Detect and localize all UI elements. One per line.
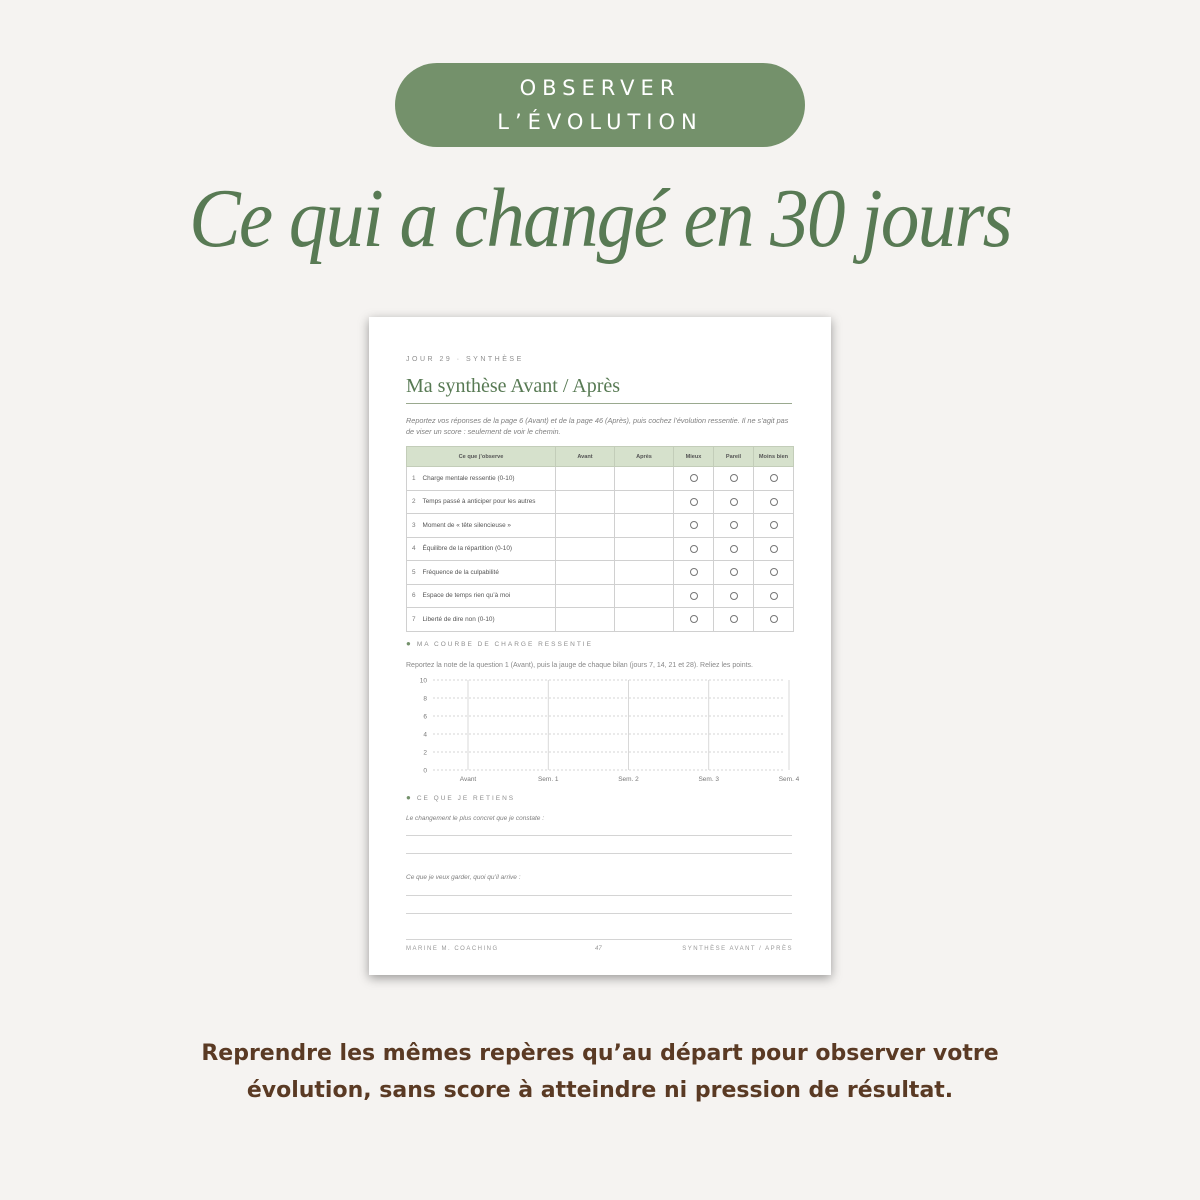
row-label: Fréquence de la culpabilité (421, 561, 556, 585)
table-row (407, 584, 794, 608)
pareil-radio[interactable] (730, 615, 738, 623)
row-label: Espace de temps rien qu’à moi (421, 584, 556, 608)
apres-cell[interactable] (615, 537, 674, 561)
mieux-radio[interactable] (690, 474, 698, 482)
prompt-keep: Ce que je veux garder, quoi qu’il arrive : (406, 874, 521, 881)
header-observe: Ce que j’observe (407, 447, 556, 467)
row-number: 7 (407, 608, 421, 632)
header-apres: Après (615, 447, 674, 467)
mieux-radio[interactable] (690, 545, 698, 553)
row-number: 5 (407, 561, 421, 585)
x-tick-label: Sem. 2 (618, 776, 639, 783)
moins-bien-radio[interactable] (770, 568, 778, 576)
table-row (407, 537, 794, 561)
prompt-concrete-change: Le changement le plus concret que je constate : (406, 815, 545, 822)
apres-cell[interactable] (615, 608, 674, 632)
moins-bien-radio[interactable] (770, 615, 778, 623)
avant-cell[interactable] (556, 561, 615, 585)
avant-cell[interactable] (556, 490, 615, 514)
intro-text: Reportez vos réponses de la page 6 (Avant) et de la page 46 (Après), puis cochez l’évolution ressentie. Il ne s’agit pas de viser un score : seulement de voir le chemin. (406, 416, 789, 436)
x-tick-label: Sem. 1 (537, 776, 559, 783)
pareil-radio[interactable] (730, 592, 738, 600)
mieux-radio[interactable] (690, 568, 698, 576)
moins-bien-radio[interactable] (770, 521, 778, 529)
y-tick-label: 2 (423, 749, 427, 757)
table-row (407, 490, 794, 514)
apres-cell[interactable] (615, 514, 674, 538)
pareil-radio[interactable] (730, 521, 738, 529)
avant-cell[interactable] (556, 467, 615, 491)
avant-cell[interactable] (556, 514, 615, 538)
pareil-radio[interactable] (730, 545, 738, 553)
header-mieux: Mieux (674, 447, 714, 467)
caption (0, 1035, 1200, 1109)
writing-line[interactable] (406, 853, 792, 854)
page-eyebrow: JOUR 29 · SYNTHÈSE (406, 356, 524, 363)
pareil-radio[interactable] (730, 474, 738, 482)
worksheet-page (369, 317, 831, 975)
writing-line[interactable] (406, 895, 792, 896)
header-avant: Avant (556, 447, 615, 467)
x-tick-label: Avant (459, 776, 477, 783)
bullet-icon: ● (406, 639, 413, 648)
footer-rule (406, 939, 792, 940)
y-tick-label: 6 (423, 713, 427, 721)
comparison-table (406, 446, 794, 632)
table-row (407, 561, 794, 585)
x-tick-label: Sem. 4 (778, 776, 800, 783)
row-label: Moment de « tête silencieuse » (421, 514, 556, 538)
moins-bien-radio[interactable] (770, 474, 778, 482)
caption-line-2: évolution, sans score à atteindre ni pression de résultat. (246, 1078, 954, 1103)
apres-cell[interactable] (615, 490, 674, 514)
row-number: 6 (407, 584, 421, 608)
y-tick-label: 4 (423, 731, 427, 739)
row-number: 2 (407, 490, 421, 514)
y-tick-label: 0 (423, 767, 427, 775)
row-label: Charge mentale ressentie (0-10) (421, 467, 556, 491)
header-moins-bien: Moins bien (754, 447, 794, 467)
apres-cell[interactable] (615, 561, 674, 585)
row-number: 1 (407, 467, 421, 491)
curve-instruction: Reportez la note de la question 1 (Avant), puis la jauge de chaque bilan (jours 7, 14, 21 et 28). Reliez les points. (406, 662, 753, 669)
page-title: Ma synthèse Avant / Après (406, 375, 621, 397)
table-header-row (407, 447, 794, 467)
avant-cell[interactable] (556, 537, 615, 561)
title-underline (406, 403, 792, 404)
mieux-radio[interactable] (690, 592, 698, 600)
footer-author: MARINE M. COACHING (406, 946, 499, 952)
y-tick-label: 10 (419, 677, 427, 685)
row-number: 3 (407, 514, 421, 538)
writing-line[interactable] (406, 913, 792, 914)
moins-bien-radio[interactable] (770, 545, 778, 553)
row-label: Temps passé à anticiper pour les autres (421, 490, 556, 514)
mieux-radio[interactable] (690, 498, 698, 506)
apres-cell[interactable] (615, 467, 674, 491)
mieux-radio[interactable] (690, 521, 698, 529)
mieux-radio[interactable] (690, 615, 698, 623)
row-label: Liberté de dire non (0-10) (421, 608, 556, 632)
caption-line-1: Reprendre les mêmes repères qu’au départ pour observer votre (201, 1041, 999, 1066)
table-row (407, 514, 794, 538)
retain-section-heading: ● CE QUE JE RETIENS (406, 793, 516, 802)
row-number: 4 (407, 537, 421, 561)
moins-bien-radio[interactable] (770, 592, 778, 600)
category-badge (395, 63, 805, 147)
table-row (407, 467, 794, 491)
avant-cell[interactable] (556, 608, 615, 632)
bullet-icon: ● (406, 793, 413, 802)
curve-chart[interactable] (406, 675, 800, 787)
table-row (407, 608, 794, 632)
writing-line[interactable] (406, 835, 792, 836)
page-number: 47 (595, 946, 602, 952)
pareil-radio[interactable] (730, 568, 738, 576)
footer-section: SYNTHÈSE AVANT / APRÈS (682, 946, 793, 952)
curve-section-heading: ● MA COURBE DE CHARGE RESSENTIE (406, 639, 593, 648)
headline: Ce qui a changé en 30 jours (189, 172, 1011, 265)
badge-line-2: L’ÉVOLUTION (497, 110, 703, 134)
apres-cell[interactable] (615, 584, 674, 608)
row-label: Équilibre de la répartition (0-10) (421, 537, 556, 561)
x-tick-label: Sem. 3 (698, 776, 720, 783)
pareil-radio[interactable] (730, 498, 738, 506)
moins-bien-radio[interactable] (770, 498, 778, 506)
header-pareil: Pareil (714, 447, 754, 467)
y-tick-label: 8 (423, 695, 427, 703)
avant-cell[interactable] (556, 584, 615, 608)
badge-line-1: OBSERVER (519, 76, 681, 100)
